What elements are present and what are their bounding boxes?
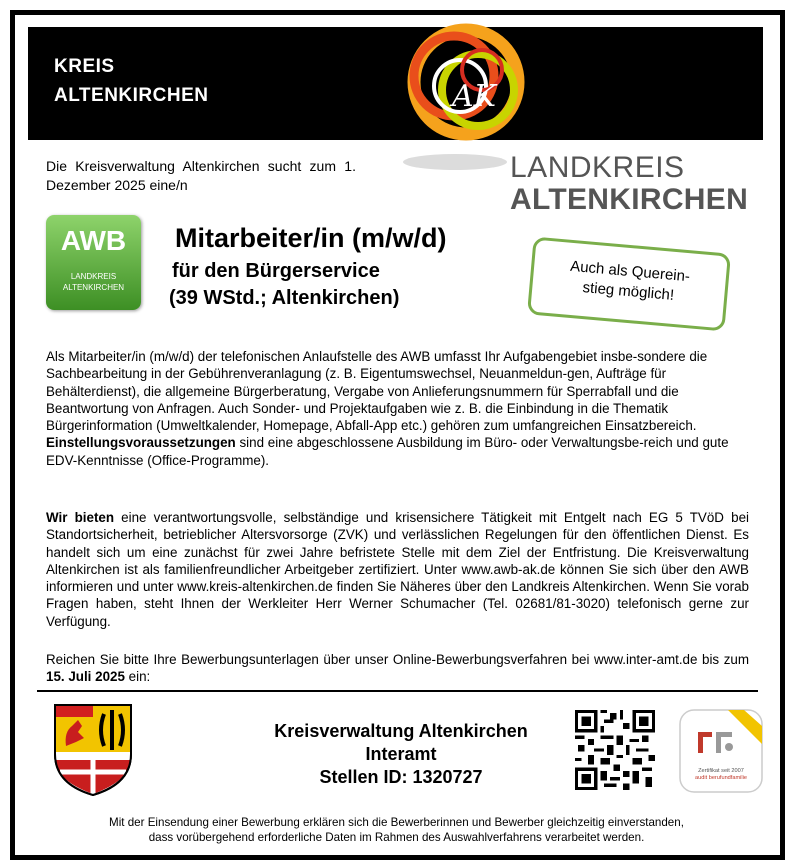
- contact-portal: Interamt: [365, 744, 437, 764]
- job-title: Mitarbeiter/in (m/w/d): [175, 223, 447, 253]
- badge-line1: Auch als Querein-: [569, 257, 691, 286]
- header-title: [54, 52, 208, 110]
- job-details: (39 WStd.; Altenkirchen): [169, 287, 400, 309]
- ak-logo-text: AK: [452, 79, 497, 114]
- certificate-line1: Zertifikat seit 2007: [698, 768, 744, 774]
- privacy-notice-line2: dass vorübergehend erforderliche Daten im Rahmen des Auswahlverfahrens verarbeitet werden.: [148, 831, 645, 844]
- family-audit-certificate-icon: [678, 708, 764, 794]
- contact-job-id: Stellen ID: 1320727: [319, 767, 483, 787]
- logo-shadow: [400, 152, 510, 176]
- requirements-text: sind eine abgeschlossene Ausbildung im Büro- oder Verwaltungsbe-reich und gute EDV-Kenntnisse (Office-Programme).: [46, 435, 729, 468]
- requirements-paragraph: [46, 434, 749, 469]
- header-title-line2: ALTENKIRCHEN: [54, 85, 209, 106]
- application-text-end: ein:: [124, 669, 151, 685]
- awb-logo-subtitle-line2: ALTENKIRCHEN: [62, 283, 125, 292]
- header-title-line1: KREIS: [54, 56, 115, 77]
- brand-line1: LANDKREIS: [510, 151, 685, 184]
- coat-of-arms-icon: [52, 702, 134, 798]
- divider: [37, 690, 758, 692]
- application-text: Reichen Sie bitte Ihre Bewerbungsunterlagen über unser Online-Bewerbungsverfahren bei www.inter-amt.de bis zum: [46, 652, 749, 667]
- requirements-heading: Einstellungsvoraussetzungen: [46, 435, 236, 451]
- privacy-notice: [40, 815, 753, 845]
- privacy-notice-line1: Mit der Einsendung einer Bewerbung erklären sich die Bewerberinnen und Bewerber gleichzeitig einverstanden,: [109, 816, 684, 829]
- intro-text: Die Kreisverwaltung Altenkirchen sucht zum 1. Dezember 2025 eine/n: [46, 158, 356, 193]
- qr-code-icon[interactable]: [575, 710, 655, 790]
- awb-logo: [46, 215, 141, 310]
- application-deadline: 15. Juli 2025: [46, 669, 125, 685]
- offer-paragraph: [46, 509, 749, 630]
- job-subtitle: für den Bürgerservice: [172, 260, 380, 282]
- certificate-line2: audit berufundfamilie: [695, 775, 747, 781]
- offer-heading: Wir bieten: [46, 510, 115, 525]
- awb-logo-subtitle: [46, 271, 141, 293]
- awb-logo-title: AWB: [60, 225, 127, 256]
- description-paragraph: Als Mitarbeiter/in (m/w/d) der telefonischen Anlaufstelle des AWB umfasst Ihr Aufgabengebiet insbe-sondere die Sachbearbeitung in der Gebührenveranlagung (z. B. Eigentumswechsel, Neuanmeldun-gen, Aufträge für Behälterdienst), die allgemeine Bürgerberatung, Vergabe von Anlieferungsnummern für Sperrabfall und die Beantwortung von Anfragen. Auch Sonder- und Projektaufgaben wie z. B. die Einbindung in die Thematik Bürgerinformation (Umweltkalender, Homepage, Abfall-App etc.) gehören zum umfangreichen Einsatzbereich.: [46, 349, 708, 434]
- application-paragraph: [46, 651, 749, 686]
- contact-block: [240, 720, 562, 789]
- ak-logo-icon: [386, 20, 546, 150]
- job-description: [46, 348, 749, 469]
- awb-logo-subtitle-line1: LANDKREIS: [70, 272, 117, 281]
- contact-organization: Kreisverwaltung Altenkirchen: [274, 721, 528, 741]
- brand-line2: ALTENKIRCHEN: [510, 183, 749, 216]
- badge-line2: stieg möglich!: [581, 279, 675, 304]
- offer-text: eine verantwortungsvolle, selbständige und krisensichere Tätigkeit mit Entgelt nach EG 5 TVöD bei Standortsicherheit, betrieblicher Altersvorsorge (ZVK) und verlässlichen Regelungen für den öffentlichen Dienst. Es handelt sich um eine zunächst für zwei Jahre befristete Stelle mit dem Ziel der Entfristung. Die Kreisverwaltung Altenkirchen ist als familienfreundlicher Arbeitgeber zertifiziert. Unter www.awb-ak.de können Sie sich über den AWB informieren und unter www.kreis-altenkirchen.de finden Sie Näheres über den Landkreis Altenkirchen. Wenn Sie vorab Fragen haben, steht Ihnen der Werkleiter Herr Werner Schumacher (Tel. 02681/81-3020) telefonisch gerne zur Verfügung.: [46, 510, 749, 629]
